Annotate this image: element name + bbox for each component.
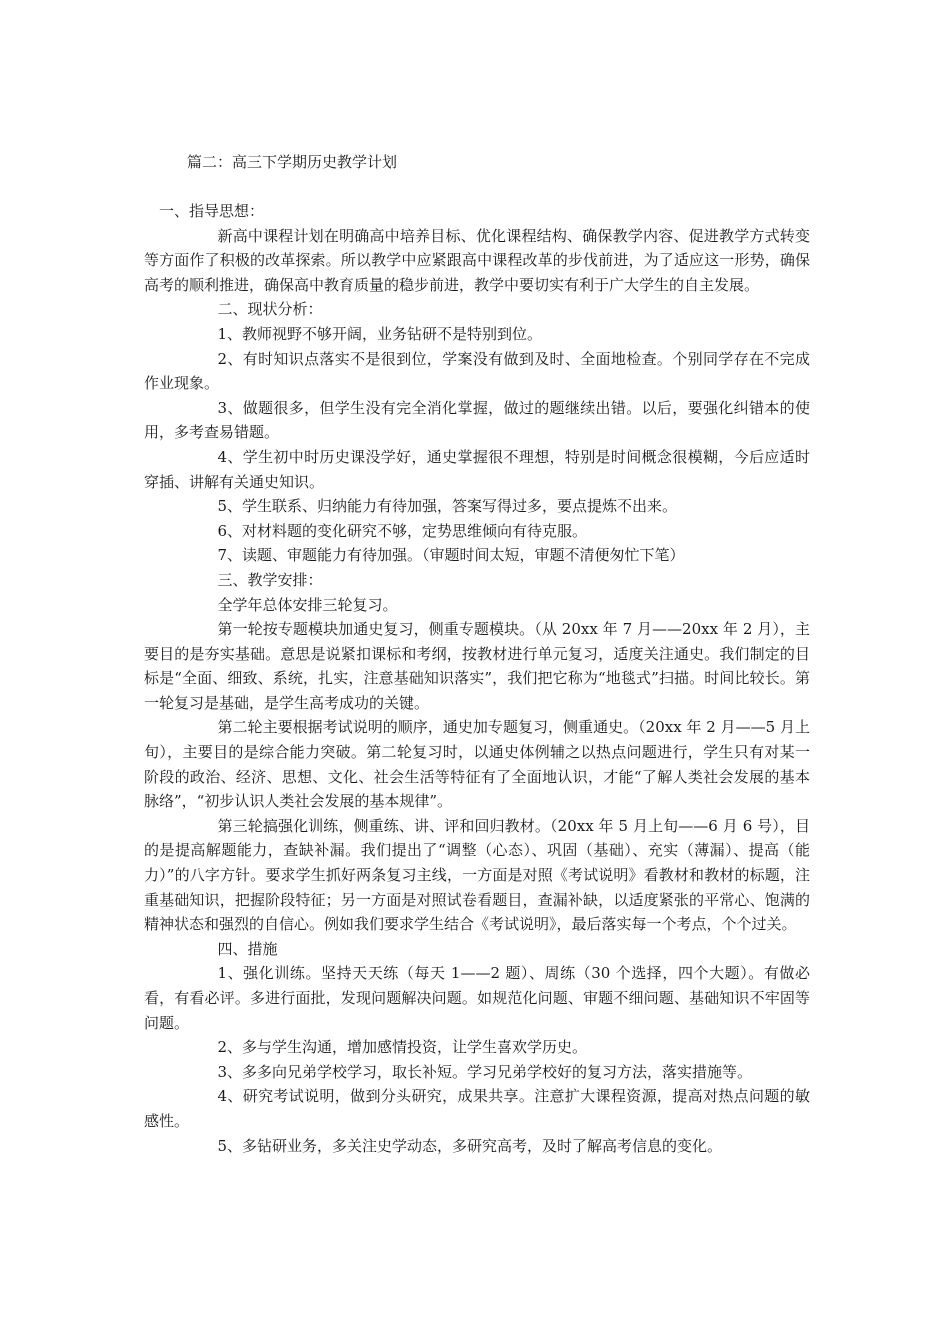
section-heading-measures: 四、措施 (217, 939, 278, 958)
section-heading-guiding-ideology: 一、指导思想： (159, 202, 265, 220)
list-item-status-2: 2、有时知识点落实不是很到位，学案没有做到及时、全面地检查。个别同学存在不完成作业现象。 (144, 349, 810, 393)
list-item-measure-5: 5、多钻研业务，多关注史学动态，多研究高考，及时了解高考信息的变化。 (217, 1136, 723, 1155)
document-title: 篇二：高三下学期历史教学计划 (187, 153, 398, 171)
paragraph-round-three: 第三轮搞强化训练，侧重练、讲、评和回归教材。（20xx 年 5 月上旬——6 月 6 号），目的是提高解题能力，查缺补漏。我们提出了“调整（心态）、巩固（基础）、充实（薄漏）、提高（能力）”的八字方针。要求学生抓好两条复习主线，一方面是对照《考试说明》看教材和教材的标题，注重基础知识，把握阶段特征；另一方面是对照试卷看题目，查漏补缺，以适度紧张的平常心、饱满的精神状态和强烈的自信心。例如我们要求学生结合《考试说明》，最后落实每一个考点，个个过关。 (144, 816, 810, 934)
paragraph-guiding-ideology: 新高中课程计划在明确高中培养目标、优化课程结构、确保教学内容、促进教学方式转变等方面作了积极的改革探索。所以教学中应紧跟高中课程改革的步伐前进，为了适应这一形势，确保高考的顺利推进，确保高中教育质量的稳步前进，教学中要切实有利于广大学生的自主发展。 (144, 226, 810, 294)
document-body (144, 199, 810, 1158)
list-item-status-4: 4、学生初中时历史课没学好，通史掌握很不理想，特别是时间概念很模糊，今后应适时穿插、讲解有关通史知识。 (144, 447, 810, 491)
paragraph-round-one: 第一轮按专题模块加通史复习，侧重专题模块。（从 20xx 年 7 月——20xx 年 2 月），主要目的是夯实基础。意思是说紧扣课标和考纲，按教材进行单元复习，适度关注通史。我们制定的目标是“全面、细致、系统，扎实，注意基础知识落实”，我们把它称为“地毯式”扫描。时间比较长。第一轮复习是基础，是学生高考成功的关键。 (144, 620, 810, 712)
paragraph-three-rounds: 全学年总体安排三轮复习。 (217, 595, 398, 614)
section-heading-status-analysis: 二、现状分析： (217, 300, 323, 319)
list-item-measure-3: 3、多多向兄弟学校学习，取长补短。学习兄弟学校好的复习方法，落实措施等。 (217, 1062, 753, 1081)
list-item-status-3: 3、做题很多，但学生没有完全消化掌握，做过的题继续出错。以后，要强化纠错本的使用，多考查易错题。 (144, 398, 810, 442)
paragraph-round-two: 第二轮主要根据考试说明的顺序，通史加专题复习，侧重通史。（20xx 年 2 月——5 月上旬），主要目的是综合能力突破。第二轮复习时，以通史体例辅之以热点问题进行，学生只有对某一阶段的政治、经济、思想、文化、社会生活等特征有了全面地认识，才能“了解人类社会发展的基本脉络”，“初步认识人类社会发展的基本规律”。 (144, 718, 810, 811)
list-item-measure-2: 2、多与学生沟通，增加感情投资，让学生喜欢学历史。 (217, 1038, 588, 1057)
list-item-measure-4: 4、研究考试说明，做到分头研究，成果共享。注意扩大课程资源，提高对热点问题的敏感性。 (144, 1087, 810, 1130)
list-item-status-1: 1、教师视野不够开阔，业务钻研不是特别到位。 (217, 324, 543, 343)
list-item-status-7: 7、读题、审题能力有待加强。（审题时间太短，审题不清便匆忙下笔） (217, 546, 685, 565)
section-heading-teaching-arrangement: 三、教学安排： (217, 570, 323, 589)
list-item-status-6: 6、对材料题的变化研究不够，定势思维倾向有待克服。 (217, 521, 588, 540)
list-item-status-5: 5、学生联系、归纳能力有待加强，答案写得过多，要点提炼不出来。 (217, 497, 678, 516)
list-item-measure-1: 1、强化训练。坚持天天练（每天 1——2 题）、周练（30 个选择，四个大题）。有做必看，有看必评。多进行面批，发现问题解决问题。如规范化问题、审题不细问题、基础知识不牢固等问题。 (144, 964, 810, 1032)
